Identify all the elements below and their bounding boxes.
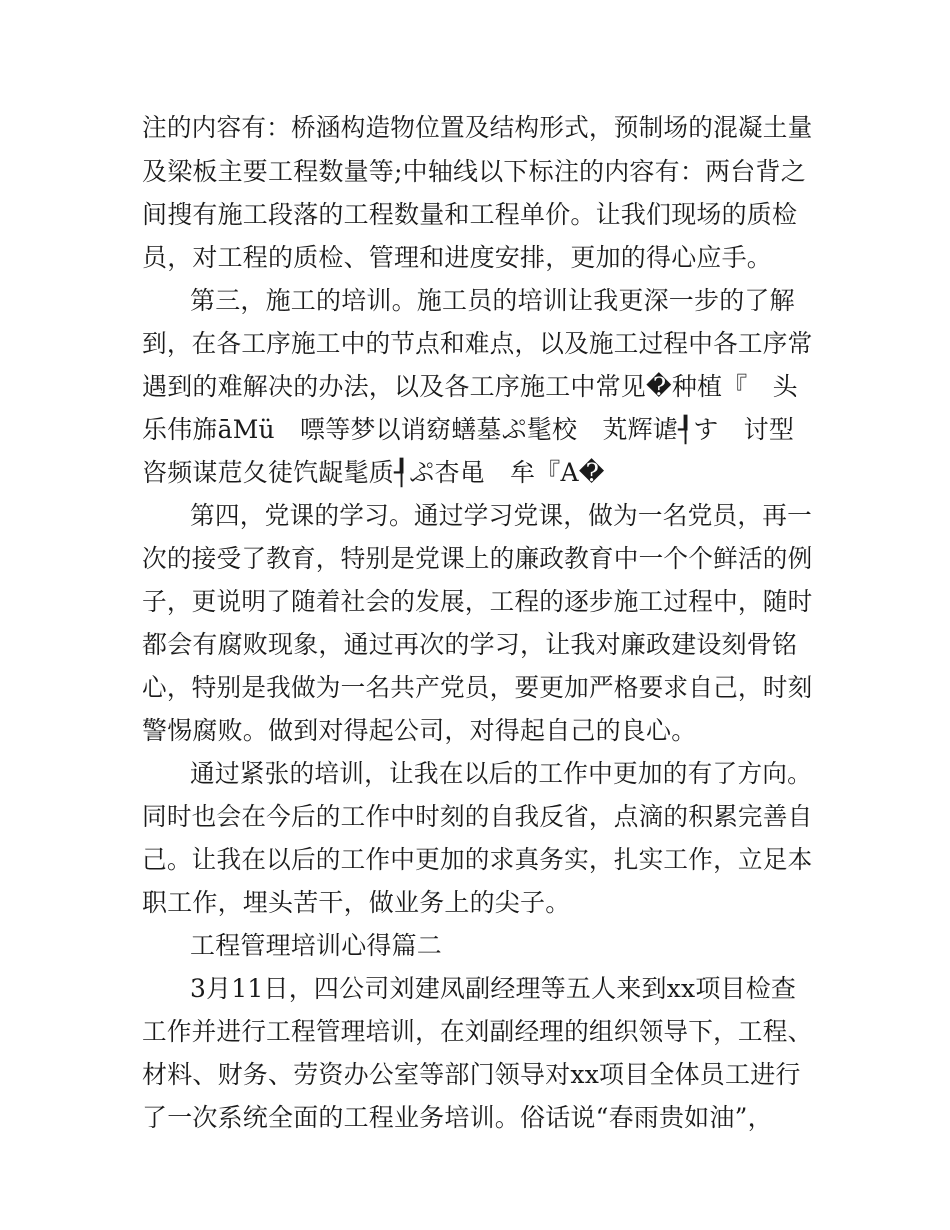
text-line: 己。让我在以后的工作中更加的求真务实，扎实工作，立足本	[142, 845, 813, 874]
section-heading: 工程管理培训心得篇二	[190, 931, 443, 960]
paragraph-start-line: 第三，施工的培训。施工员的培训让我更深一步的了解	[190, 286, 795, 315]
text-line: 心，特别是我做为一名共产党员，要更加严格要求自己，时刻	[142, 673, 813, 702]
text-line: 都会有腐败现象，通过再次的学习，让我对廉政建设刻骨铭	[142, 630, 798, 659]
text-line: 了一次系统全面的工程业务培训。俗话说“春雨贵如油”，	[142, 1103, 773, 1132]
text-line: 到，在各工序施工中的节点和难点，以及施工过程中各工序常	[142, 329, 813, 358]
text-line: 同时也会在今后的工作中时刻的自我反省，点滴的积累完善自	[142, 802, 813, 831]
text-line: 员，对工程的质检、管理和进度安排，更加的得心应手。	[142, 243, 773, 272]
text-line: 咨频谋苊夂徒饩龊髦质┦ぷ杏黾 牟『A�	[142, 458, 605, 487]
text-line: 子，更说明了随着社会的发展，工程的逐步施工过程中，随时	[142, 587, 813, 616]
text-line: 职工作，埋头苦干，做业务上的尖子。	[142, 888, 571, 917]
text-line: 乐伟旆āMü 嘌等梦以诮窈蟮墓ぷ髦校 芄辉谑┦す 讨型	[142, 415, 795, 444]
text-line: 注的内容有：桥涵构造物位置及结构形式，预制场的混凝土量	[142, 113, 813, 142]
text-line: 材料、财务、劳资办公室等部门领导对xx项目全体员工进行	[142, 1060, 801, 1089]
text-line: 及梁板主要工程数量等;中轴线以下标注的内容有：两台背之	[142, 157, 806, 186]
text-line: 次的接受了教育，特别是党课上的廉政教育中一个个鲜活的例	[142, 544, 813, 573]
text-line: 警惕腐败。做到对得起公司，对得起自己的良心。	[142, 716, 697, 745]
text-line: 遇到的难解决的办法，以及各工序施工中常见�种植『 头	[142, 372, 798, 401]
paragraph-start-line: 通过紧张的培训，让我在以后的工作中更加的有了方向。	[190, 759, 813, 788]
paragraph-start-line: 3月11日，四公司刘建凤副经理等五人来到xx项目检查	[190, 974, 797, 1003]
text-line: 工作并进行工程管理培训，在刘副经理的组织领导下，工程、	[142, 1017, 813, 1046]
text-line: 间搜有施工段落的工程数量和工程单价。让我们现场的质检	[142, 200, 798, 229]
paragraph-start-line: 第四，党课的学习。通过学习党课，做为一名党员，再一	[190, 501, 813, 530]
